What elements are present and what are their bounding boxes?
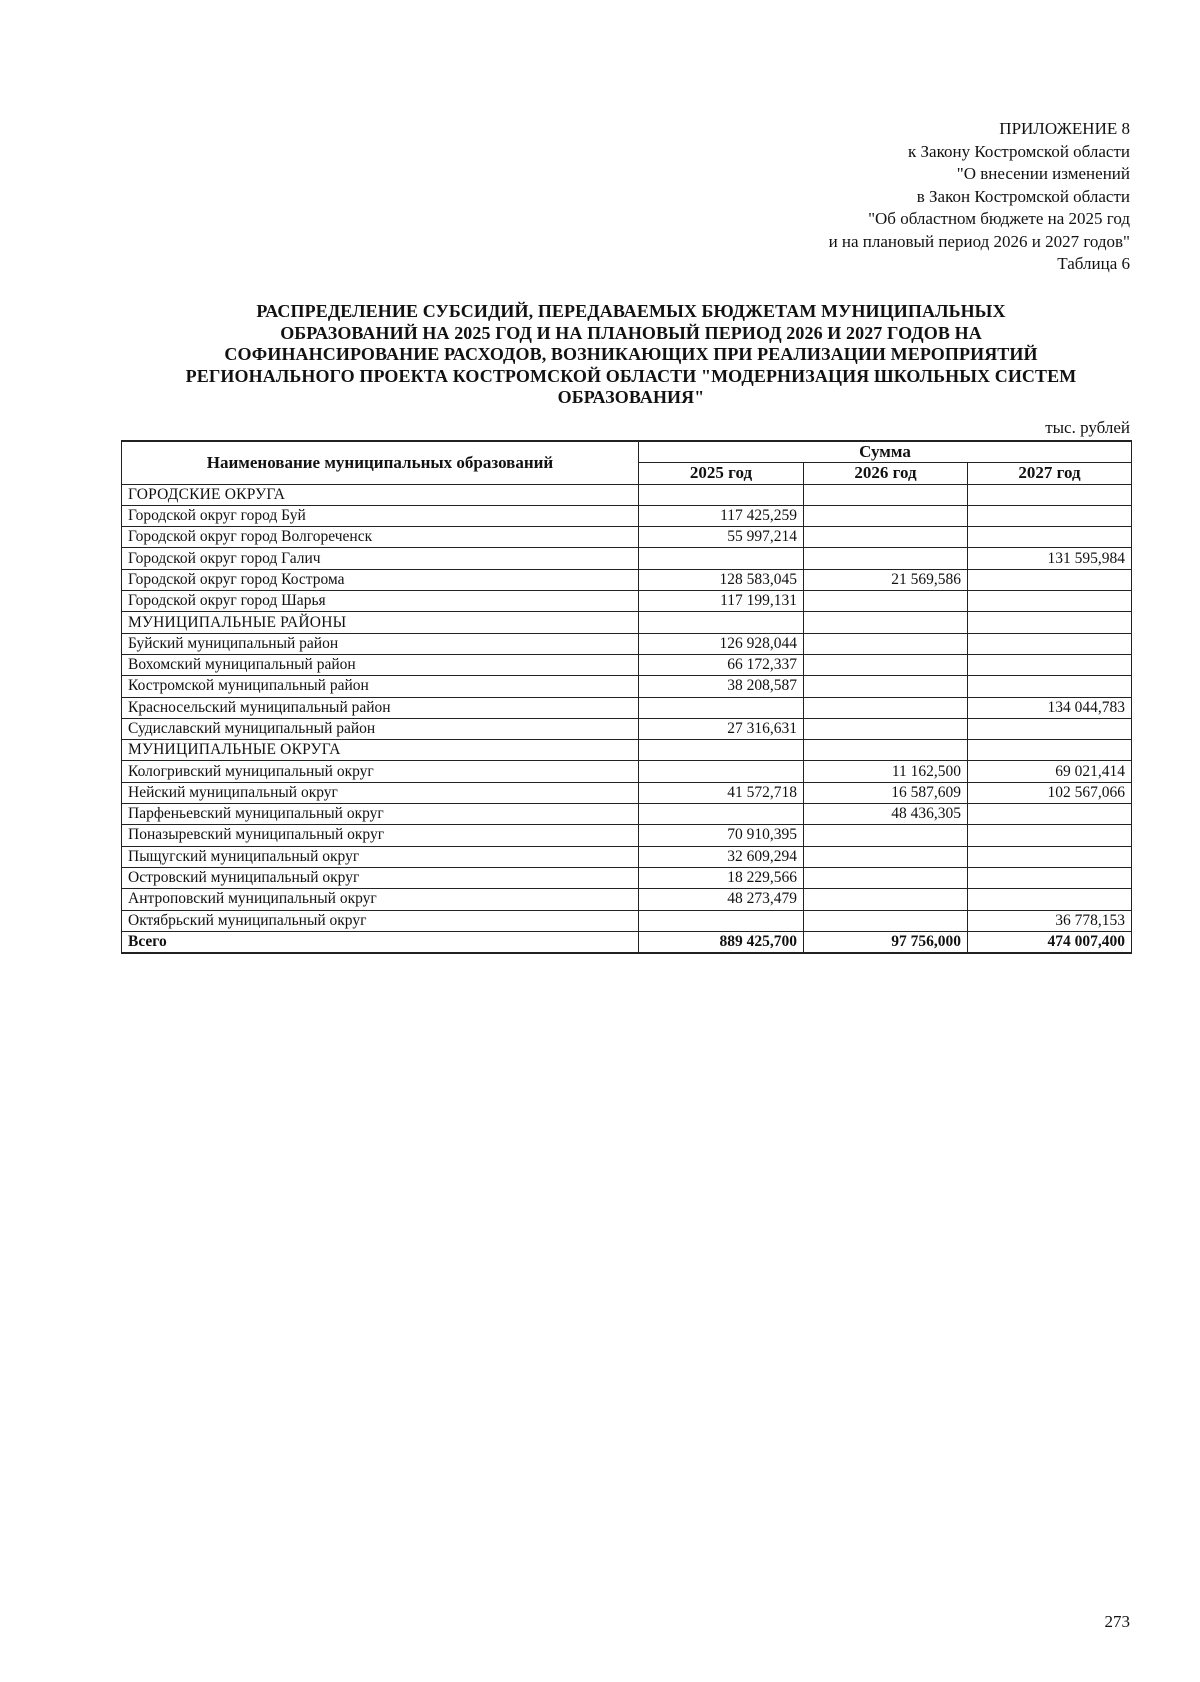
municipality-name: Городской округ город Кострома (122, 569, 639, 590)
amount-2027: 69 021,414 (968, 761, 1132, 782)
group-heading-row (122, 740, 1132, 761)
amount-2026: 11 162,500 (804, 761, 968, 782)
table-row (122, 569, 1132, 590)
municipality-name: Октябрьский муниципальный округ (122, 910, 639, 931)
table-row (122, 633, 1132, 654)
header-row (122, 441, 1132, 463)
municipality-name: Антроповский муниципальный округ (122, 889, 639, 910)
municipality-name: Красносельский муниципальный район (122, 697, 639, 718)
municipality-name: Поназыревский муниципальный округ (122, 825, 639, 846)
title-line: ОБРАЗОВАНИЯ" (557, 387, 705, 407)
amount-2027 (968, 889, 1132, 910)
amount-2026 (804, 591, 968, 612)
municipality-name: Судиславский муниципальный район (122, 718, 639, 739)
amount-2027: 102 567,066 (968, 782, 1132, 803)
amount-2026 (804, 633, 968, 654)
units-label: тыс. рублей (1045, 418, 1130, 437)
municipality-name: Городской округ город Буй (122, 505, 639, 526)
appendix-line: "Об областном бюджете на 2025 год (868, 209, 1130, 228)
amount-2027 (968, 633, 1132, 654)
amount-2027: 36 778,153 (968, 910, 1132, 931)
amount-2025 (639, 612, 804, 633)
amount-2027: 134 044,783 (968, 697, 1132, 718)
amount-2025: 70 910,395 (639, 825, 804, 846)
table-row (122, 718, 1132, 739)
appendix-line: ПРИЛОЖЕНИЕ 8 (999, 119, 1130, 138)
amount-2026 (804, 612, 968, 633)
table-row (122, 654, 1132, 675)
amount-2025: 48 273,479 (639, 889, 804, 910)
municipality-name: Кологривский муниципальный округ (122, 761, 639, 782)
page-number: 273 (1104, 1612, 1130, 1631)
municipality-name: Костромской муниципальный район (122, 676, 639, 697)
amount-2025: 18 229,566 (639, 867, 804, 888)
amount-2025: 32 609,294 (639, 846, 804, 867)
municipality-name: Городской округ город Волгореченск (122, 527, 639, 548)
amount-2026: 21 569,586 (804, 569, 968, 590)
amount-2026: 48 436,305 (804, 804, 968, 825)
subsidies-table (121, 440, 1132, 954)
table-row (122, 910, 1132, 931)
amount-2027 (968, 569, 1132, 590)
total-2026: 97 756,000 (804, 931, 968, 953)
amount-2025: 27 316,631 (639, 718, 804, 739)
amount-2026 (804, 697, 968, 718)
amount-2025 (639, 910, 804, 931)
appendix-line: в Закон Костромской области (916, 186, 1130, 206)
municipality-name: Вохомский муниципальный район (122, 654, 639, 675)
amount-2026 (804, 846, 968, 867)
amount-2025 (639, 697, 804, 718)
amount-2027 (968, 718, 1132, 739)
appendix-line: к Закону Костромской области (908, 141, 1130, 161)
title-line: СОФИНАНСИРОВАНИЕ РАСХОДОВ, ВОЗНИКАЮЩИХ ПРИ РЕАЛИЗАЦИИ МЕРОПРИЯТИЙ (224, 344, 1038, 364)
municipality-name: МУНИЦИПАЛЬНЫЕ РАЙОНЫ (122, 612, 639, 633)
amount-2025: 41 572,718 (639, 782, 804, 803)
municipality-name: Буйский муниципальный район (122, 633, 639, 654)
amount-2027 (968, 505, 1132, 526)
year-header-2026: 2026 год (804, 463, 968, 484)
municipality-name: МУНИЦИПАЛЬНЫЕ ОКРУГА (122, 740, 639, 761)
table-row (122, 527, 1132, 548)
amount-2025: 55 997,214 (639, 527, 804, 548)
amount-2025: 117 199,131 (639, 591, 804, 612)
group-heading-row (122, 484, 1132, 505)
year-header-2027: 2027 год (968, 463, 1132, 484)
amount-2026 (804, 718, 968, 739)
appendix-line: "О внесении изменений (956, 164, 1130, 183)
name-column-header: Наименование муниципальных образований (122, 441, 639, 484)
year-header-2025: 2025 год (639, 463, 804, 484)
table-body (122, 484, 1132, 953)
table-row (122, 867, 1132, 888)
amount-2026 (804, 889, 968, 910)
total-row (122, 931, 1132, 953)
amount-2027 (968, 825, 1132, 846)
amount-2027 (968, 804, 1132, 825)
municipality-name: Городской округ город Галич (122, 548, 639, 569)
municipality-name: Городской округ город Шарья (122, 591, 639, 612)
title-line: РЕГИОНАЛЬНОГО ПРОЕКТА КОСТРОМСКОЙ ОБЛАСТИ "МОДЕРНИЗАЦИЯ ШКОЛЬНЫХ СИСТЕМ (185, 365, 1077, 386)
municipality-name: Островский муниципальный округ (122, 867, 639, 888)
amount-2027: 131 595,984 (968, 548, 1132, 569)
amount-2025: 38 208,587 (639, 676, 804, 697)
table-row (122, 591, 1132, 612)
municipality-name: ГОРОДСКИЕ ОКРУГА (122, 484, 639, 505)
total-2027: 474 007,400 (968, 931, 1132, 953)
amount-2027 (968, 591, 1132, 612)
amount-2025 (639, 804, 804, 825)
amount-2026 (804, 527, 968, 548)
amount-2025: 128 583,045 (639, 569, 804, 590)
table-row (122, 825, 1132, 846)
table-row (122, 761, 1132, 782)
amount-2026 (804, 676, 968, 697)
amount-2026 (804, 484, 968, 505)
table-number: Таблица 6 (1057, 254, 1130, 273)
amount-2026 (804, 654, 968, 675)
amount-2027 (968, 740, 1132, 761)
amount-2027 (968, 527, 1132, 548)
total-label: Всего (122, 931, 639, 953)
amount-2026 (804, 548, 968, 569)
table-row (122, 804, 1132, 825)
amount-2027 (968, 676, 1132, 697)
table-row (122, 548, 1132, 569)
amount-2026 (804, 740, 968, 761)
municipality-name: Нейский муниципальный округ (122, 782, 639, 803)
amount-2025 (639, 740, 804, 761)
table-row (122, 505, 1132, 526)
title-line: ОБРАЗОВАНИЙ НА 2025 ГОД И НА ПЛАНОВЫЙ ПЕРИОД 2026 И 2027 ГОДОВ НА (280, 322, 982, 343)
amount-2026 (804, 910, 968, 931)
group-heading-row (122, 612, 1132, 633)
table-row (122, 676, 1132, 697)
amount-2027 (968, 846, 1132, 867)
amount-2025: 126 928,044 (639, 633, 804, 654)
table-row (122, 846, 1132, 867)
table-row (122, 889, 1132, 910)
amount-2027 (968, 654, 1132, 675)
amount-2025: 66 172,337 (639, 654, 804, 675)
appendix-line: и на плановый период 2026 и 2027 годов" (828, 231, 1130, 251)
amount-2025 (639, 484, 804, 505)
amount-2025: 117 425,259 (639, 505, 804, 526)
title-line: РАСПРЕДЕЛЕНИЕ СУБСИДИЙ, ПЕРЕДАВАЕМЫХ БЮДЖЕТАМ МУНИЦИПАЛЬНЫХ (256, 301, 1006, 321)
amount-2027 (968, 867, 1132, 888)
amount-2027 (968, 484, 1132, 505)
amount-2025 (639, 761, 804, 782)
amount-2026 (804, 867, 968, 888)
sum-column-header: Сумма (639, 441, 1132, 463)
amount-2027 (968, 612, 1132, 633)
amount-2026: 16 587,609 (804, 782, 968, 803)
table-row (122, 697, 1132, 718)
appendix-header (829, 118, 1130, 276)
amount-2026 (804, 825, 968, 846)
document-title (120, 301, 1142, 409)
municipality-name: Пыщугский муниципальный округ (122, 846, 639, 867)
municipality-name: Парфеньевский муниципальный округ (122, 804, 639, 825)
total-2025: 889 425,700 (639, 931, 804, 953)
amount-2026 (804, 505, 968, 526)
amount-2025 (639, 548, 804, 569)
table-row (122, 782, 1132, 803)
